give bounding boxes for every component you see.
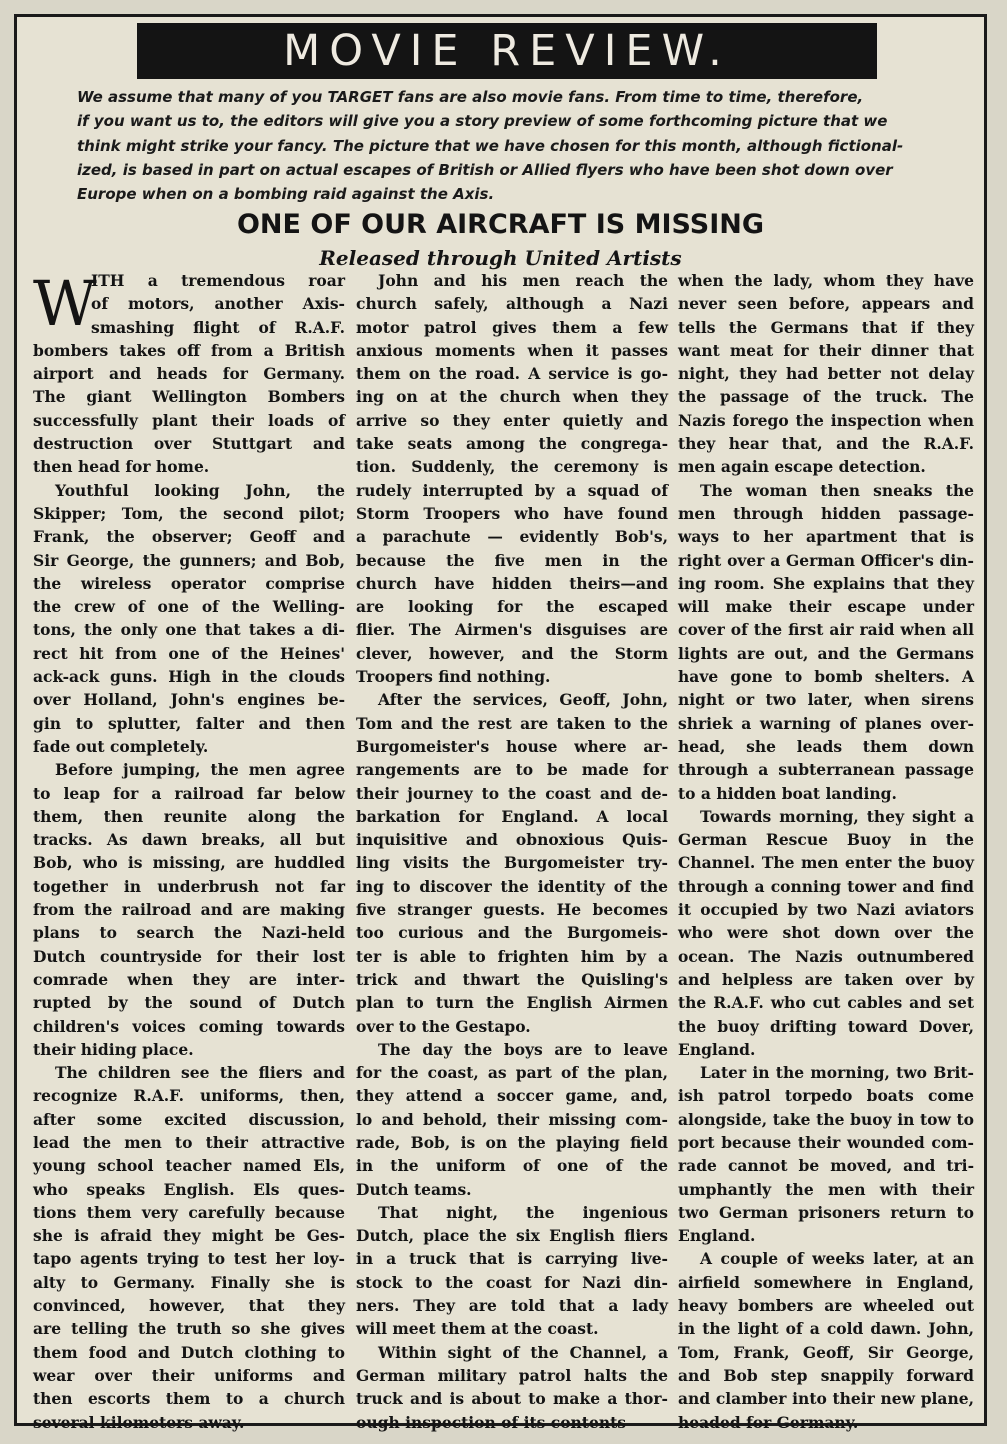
text-line: it occupied by two Nazi aviators xyxy=(678,900,974,920)
text-line: and helpless are taken over by xyxy=(678,969,974,989)
text-line: port because their wounded com- xyxy=(678,1132,974,1152)
text-line: lights are out, and the Germans xyxy=(678,643,974,663)
text-line: truck and is about to make a thor- xyxy=(356,1389,668,1409)
text-line: ack-ack guns. High in the clouds xyxy=(33,667,345,687)
text-line: cover of the first air raid when all xyxy=(678,620,974,640)
text-line: trick and thwart the Quisling's xyxy=(356,969,668,989)
text-line: rudely interrupted by a squad of xyxy=(356,480,668,500)
text-line: anxious moments when it passes xyxy=(356,340,668,360)
text-line: smashing flight of R.A.F. xyxy=(91,317,345,337)
text-line: ough inspection of its contents xyxy=(356,1412,626,1432)
text-line: ling visits the Burgomeister try- xyxy=(356,853,668,873)
text-line: rupted by the sound of Dutch xyxy=(33,993,345,1013)
intro-line: think might strike your fancy. The picture that we have chosen for this month, although fictional- xyxy=(77,136,904,155)
text-line: Sir George, the gunners; and Bob, xyxy=(33,550,345,570)
text-line: Skipper; Tom, the second pilot; xyxy=(33,503,345,523)
text-line: rade cannot be moved, and tri- xyxy=(678,1156,974,1176)
text-line: in a truck that is carrying live- xyxy=(356,1249,668,1269)
text-line: the passage of the truck. The xyxy=(678,387,974,407)
text-line: their hiding place. xyxy=(33,1039,194,1059)
text-line: in the uniform of one of the xyxy=(356,1156,668,1176)
text-line: Towards morning, they sight a xyxy=(700,806,974,826)
text-line: heavy bombers are wheeled out xyxy=(678,1296,974,1316)
text-line: the R.A.F. who cut cables and set xyxy=(678,993,974,1013)
text-line: plan to turn the English Airmen xyxy=(356,993,668,1013)
text-line: alongside, take the buoy in tow to xyxy=(678,1109,974,1129)
text-line: want meat for their dinner that xyxy=(678,340,974,360)
text-line: Troopers find nothing. xyxy=(356,667,551,687)
text-line: airfield somewhere in England, xyxy=(678,1272,974,1292)
text-line: in the light of a cold dawn. John, xyxy=(678,1319,974,1339)
article-column-3 xyxy=(678,269,974,1434)
text-line: through a subterranean passage xyxy=(678,760,974,780)
text-line: tions them very carefully because xyxy=(33,1202,345,1222)
text-line: bombers takes off from a British xyxy=(33,340,345,360)
section-banner: MOVIE REVIEW. xyxy=(137,23,877,79)
article-title: ONE OF OUR AIRCRAFT IS MISSING xyxy=(236,209,765,240)
text-line: tons, the only one that takes a di- xyxy=(33,620,345,640)
text-line: men again escape detection. xyxy=(678,457,926,477)
text-line: church have hidden theirs—and xyxy=(356,573,668,593)
text-line: A couple of weeks later, at an xyxy=(700,1249,974,1269)
article-subtitle: Released through United Artists xyxy=(319,246,682,270)
text-line: they attend a soccer game, and, xyxy=(356,1086,668,1106)
text-line: Tom and the rest are taken to the xyxy=(356,713,668,733)
text-line: airport and heads for Germany. xyxy=(33,364,345,384)
text-line: to a hidden boat landing. xyxy=(678,783,897,803)
text-line: right over a German Officer's din- xyxy=(678,550,974,570)
text-line: Storm Troopers who have found xyxy=(356,503,668,523)
text-line: the buoy drifting toward Dover, xyxy=(678,1016,974,1036)
text-line: night or two later, when sirens xyxy=(678,690,974,710)
text-line: flier. The Airmen's disguises are xyxy=(356,620,668,640)
text-line: rade, Bob, is on the playing field xyxy=(356,1132,668,1152)
text-line: Dutch countryside for their lost xyxy=(33,946,345,966)
text-line: fade out completely. xyxy=(33,736,209,756)
text-line: arrive so they enter quietly and xyxy=(356,410,668,430)
text-line: church safely, although a Nazi xyxy=(356,294,668,314)
text-line: are telling the truth so she gives xyxy=(33,1319,345,1339)
text-line: then head for home. xyxy=(33,457,210,477)
text-line: The woman then sneaks the xyxy=(700,480,974,500)
text-line: Channel. The men enter the buoy xyxy=(678,853,974,873)
text-line: tells the Germans that if they xyxy=(678,317,974,337)
text-line: England. xyxy=(678,1226,756,1246)
text-line: them food and Dutch clothing to xyxy=(33,1342,345,1362)
text-line: shriek a warning of planes over- xyxy=(678,713,974,733)
text-line: ners. They are told that a lady xyxy=(356,1296,668,1316)
text-line: who were shot down over the xyxy=(678,923,974,943)
text-line: Burgomeister's house where ar- xyxy=(356,736,668,756)
text-line: plans to search the Nazi-held xyxy=(33,923,345,943)
text-line: then escorts them to a church xyxy=(33,1389,345,1409)
text-line: The day the boys are to leave xyxy=(378,1039,668,1059)
text-line: England. xyxy=(678,1039,756,1059)
text-line: German Rescue Buoy in the xyxy=(678,830,974,850)
text-line: them, then reunite along the xyxy=(33,806,345,826)
text-line: Nazis forego the inspection when xyxy=(678,410,974,430)
text-line: through a conning tower and find xyxy=(678,876,974,896)
text-line: are looking for the escaped xyxy=(356,597,668,617)
text-line: convinced, however, that they xyxy=(33,1296,345,1316)
text-line: After the services, Geoff, John, xyxy=(378,690,668,710)
text-line: The giant Wellington Bombers xyxy=(33,387,345,407)
text-line: ing room. She explains that they xyxy=(678,573,974,593)
text-line: ing to discover the identity of the xyxy=(356,876,668,896)
text-line: because the five men in the xyxy=(356,550,668,570)
text-line: Before jumping, the men agree xyxy=(55,760,345,780)
text-line: will meet them at the coast. xyxy=(356,1319,599,1339)
text-line: them on the road. A service is go- xyxy=(356,364,668,384)
text-line: John and his men reach the xyxy=(378,271,668,290)
text-line: lead the men to their attractive xyxy=(33,1132,345,1152)
text-line: several kilometers away. xyxy=(33,1412,245,1432)
text-line: umphantly the men with their xyxy=(678,1179,974,1199)
text-line: men through hidden passage- xyxy=(678,503,974,523)
text-line: alty to Germany. Finally she is xyxy=(33,1272,345,1292)
text-line: after some excited discussion, xyxy=(33,1109,345,1129)
text-line: Frank, the observer; Geoff and xyxy=(33,527,345,547)
article-column-1 xyxy=(33,269,345,1434)
text-line: two German prisoners return to xyxy=(678,1202,974,1222)
text-line: Youthful looking John, the xyxy=(55,480,345,500)
text-line: take seats among the congrega- xyxy=(356,434,668,454)
text-line: for the coast, as part of the plan, xyxy=(356,1063,668,1083)
text-line: five stranger guests. He becomes xyxy=(356,900,668,920)
text-line: That night, the ingenious xyxy=(378,1202,668,1222)
text-line: head, she leads them down xyxy=(678,736,974,756)
text-line: and clamber into their new plane, xyxy=(678,1389,974,1409)
text-line: Dutch, place the six English fliers xyxy=(356,1226,668,1246)
text-line: inquisitive and obnoxious Quis- xyxy=(356,830,668,850)
text-line: headed for Germany. xyxy=(678,1412,859,1432)
text-line: wear over their uniforms and xyxy=(33,1365,345,1385)
text-line: Within sight of the Channel, a xyxy=(378,1342,668,1362)
text-line: barkation for England. A local xyxy=(356,806,668,826)
text-line: tracks. As dawn breaks, all but xyxy=(33,830,345,850)
text-line: young school teacher named Els, xyxy=(33,1156,345,1176)
intro-line: Europe when on a bombing raid against the Axis. xyxy=(77,185,495,204)
text-line: over Holland, John's engines be- xyxy=(33,690,345,710)
page-frame xyxy=(14,14,987,1432)
text-line: from the railroad and are making xyxy=(33,900,345,920)
text-line: ways to her apartment that is xyxy=(678,527,974,547)
text-line: motor patrol gives them a few xyxy=(356,317,668,337)
text-line: their journey to the coast and de- xyxy=(356,783,668,803)
text-line: never seen before, appears and xyxy=(678,294,974,314)
text-line: will make their escape under xyxy=(678,597,974,617)
text-line: to leap for a railroad far below xyxy=(33,783,345,803)
text-line: of motors, another Axis- xyxy=(91,294,345,314)
text-line: a parachute — evidently Bob's, xyxy=(356,527,668,547)
text-line: ing on at the church when they xyxy=(356,387,668,407)
text-line: lo and behold, their missing com- xyxy=(356,1109,668,1129)
intro-line: if you want us to, the editors will give you a story preview of some forthcoming picture that we xyxy=(77,112,888,131)
text-line: children's voices coming towards xyxy=(33,1016,345,1036)
text-line: recognize R.A.F. uniforms, then, xyxy=(33,1086,345,1106)
text-line: over to the Gestapo. xyxy=(356,1016,531,1036)
text-line: rangements are to be made for xyxy=(356,760,668,780)
text-line: clever, however, and the Storm xyxy=(356,643,668,663)
intro-line: ized, is based in part on actual escapes of British or Allied flyers who have been shot down over xyxy=(77,160,893,179)
text-line: destruction over Stuttgart and xyxy=(33,434,345,454)
text-line: The children see the fliers and xyxy=(55,1063,345,1083)
text-line: night, they had better not delay xyxy=(678,364,974,384)
text-line: gin to splutter, falter and then xyxy=(33,713,345,733)
text-line: comrade when they are inter- xyxy=(33,969,345,989)
text-line: stock to the coast for Nazi din- xyxy=(356,1272,668,1292)
text-line: who speaks English. Els ques- xyxy=(33,1179,345,1199)
text-line: Tom, Frank, Geoff, Sir George, xyxy=(678,1342,974,1362)
text-line: when the lady, whom they have xyxy=(678,271,974,290)
text-line: rect hit from one of the Heines' xyxy=(33,643,345,663)
text-line: and Bob step snappily forward xyxy=(678,1365,974,1385)
text-line: the wireless operator comprise xyxy=(33,573,345,593)
text-line: Bob, who is missing, are huddled xyxy=(33,853,345,873)
text-line: too curious and the Burgomeis- xyxy=(356,923,668,943)
text-line: tion. Suddenly, the ceremony is xyxy=(356,457,668,477)
text-line: ITH a tremendous roar xyxy=(91,271,345,290)
text-line: the crew of one of the Welling- xyxy=(33,597,345,617)
text-line: have gone to bomb shelters. A xyxy=(678,667,974,687)
text-line: she is afraid they might be Ges- xyxy=(33,1226,345,1246)
drop-cap: W xyxy=(33,267,97,340)
text-line: Later in the morning, two Brit- xyxy=(700,1063,974,1083)
text-line: tapo agents trying to test her loy- xyxy=(33,1249,345,1269)
text-line: successfully plant their loads of xyxy=(33,410,345,430)
text-line: German military patrol halts the xyxy=(356,1365,668,1385)
text-line: ish patrol torpedo boats come xyxy=(678,1086,974,1106)
text-line: Dutch teams. xyxy=(356,1179,472,1199)
text-line: ter is able to frighten him by a xyxy=(356,946,668,966)
text-line: they hear that, and the R.A.F. xyxy=(678,434,974,454)
intro-line: We assume that many of you TARGET fans are also movie fans. From time to time, therefore, xyxy=(77,88,864,106)
intro-paragraph xyxy=(77,85,927,206)
article-column-2 xyxy=(356,269,668,1434)
text-line: ocean. The Nazis outnumbered xyxy=(678,946,974,966)
text-line: together in underbrush not far xyxy=(33,876,345,896)
